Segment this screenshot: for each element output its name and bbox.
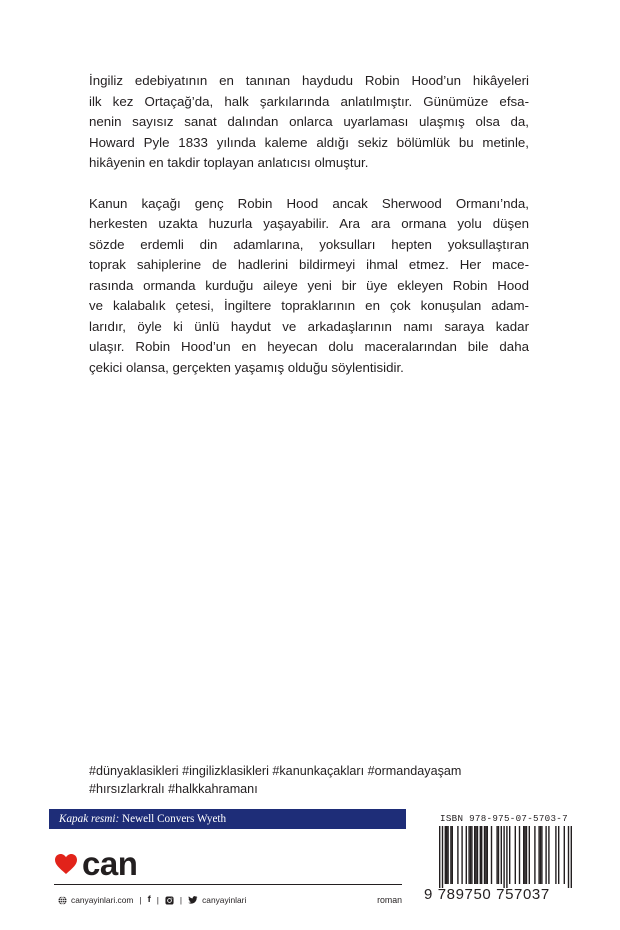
- barcode-bar: [503, 826, 504, 888]
- barcode-bar: [474, 826, 475, 884]
- footer-divider: [54, 884, 402, 885]
- barcode-bar: [439, 826, 440, 888]
- back-cover-blurb: [89, 71, 529, 378]
- separator: |: [156, 895, 159, 905]
- barcode-bar: [480, 826, 481, 884]
- barcode-bar: [468, 826, 469, 884]
- credit-label: Kapak resmi:: [59, 813, 120, 825]
- barcode-bar: [564, 826, 565, 884]
- barcode-bar: [526, 826, 527, 884]
- barcode-bar: [447, 826, 448, 884]
- barcode-bar: [534, 826, 535, 884]
- barcode-bar: [519, 826, 520, 884]
- text-line: İngiliz edebiyatının en tanınan haydudu Robin Hood’un hikâyeleri: [89, 73, 529, 88]
- barcode-bar: [548, 826, 549, 884]
- barcode-digits: 9 789750 757037: [424, 886, 550, 903]
- instagram-link[interactable]: [165, 896, 174, 905]
- barcode-bar: [509, 826, 510, 884]
- barcode-bar: [496, 826, 497, 884]
- barcode-bar: [506, 826, 507, 888]
- barcode-bar: [471, 826, 472, 884]
- barcode-bar: [450, 826, 451, 884]
- barcode-bar: [529, 826, 530, 884]
- barcode-bar: [568, 826, 569, 888]
- barcode-bar: [457, 826, 458, 884]
- hashtag-list: [89, 762, 529, 798]
- blurb-paragraph-2: [89, 194, 529, 379]
- publisher-footer: [58, 893, 402, 907]
- barcode-bar: [484, 826, 485, 884]
- barcode-bar: [524, 826, 525, 884]
- text-line: sözde erdemli din adamlarına, yoksulları hepten yoksullaştıran: [89, 236, 529, 252]
- text-line: nenin sayısız sanat dalından onlarca uyarlaması ulaşmış olsa da,: [89, 114, 529, 129]
- barcode-bar: [452, 826, 453, 884]
- barcode-bar: [487, 826, 488, 884]
- publisher-logo: [54, 846, 137, 882]
- barcode-bar: [540, 826, 541, 884]
- barcode-bar: [485, 826, 486, 884]
- text-line: rasında ormanda kurduğu aileye yeni bir üye ekleyen Robin Hood: [89, 277, 529, 293]
- barcode-bar: [477, 826, 478, 884]
- text-line: herkesten uzakta huzurla yaşayabilir. Ara ara ormana yolu düşen: [89, 216, 529, 231]
- barcode-bar: [446, 826, 447, 884]
- text-line: hikâyenin en takdir toplayan anlatıcısı olmuştur.: [89, 155, 369, 170]
- barcode-bar: [470, 826, 471, 884]
- genre-label: roman: [377, 895, 402, 905]
- text-line: ulaşır. Robin Hood’un en heyecan dolu maceralarından bile daha: [89, 339, 529, 354]
- text-line: toprak sahiplerine de hadlerini bildirmeyi ihmal etmez. Her mace-: [89, 257, 529, 272]
- text-line: çekici olansa, gerçekten yaşamış olduğu söylentisidir.: [89, 359, 404, 375]
- instagram-icon: [165, 896, 174, 905]
- logo-wordmark: can: [82, 845, 138, 882]
- barcode-bar: [461, 826, 462, 884]
- barcode-bar: [501, 826, 502, 884]
- text-line: Howard Pyle 1833 yılında kaleme aldığı sekiz bölümlük bu metinle,: [89, 134, 529, 150]
- globe-icon: [58, 896, 67, 905]
- hashtag-line: #dünyaklasikleri #ingilizklasikleri #kanunkaçakları #ormandayaşam: [89, 764, 462, 778]
- barcode-bar: [523, 826, 524, 884]
- cover-art-credit: [49, 809, 406, 829]
- facebook-icon: f: [147, 894, 151, 905]
- facebook-link[interactable]: [148, 893, 151, 907]
- barcode-bar: [515, 826, 516, 884]
- barcode-bar: [538, 826, 539, 884]
- barcode-bar: [442, 826, 443, 888]
- barcode-bar: [445, 826, 446, 884]
- barcode-bar: [541, 826, 542, 884]
- barcode-bar: [491, 826, 492, 884]
- barcode-bar: [555, 826, 556, 884]
- text-line: Kanun kaçağı genç Robin Hood ancak Sherwood Ormanı’nda,: [89, 195, 529, 211]
- text-line: larıdır, öyle ki ünlü haydut ve arkadaşlarının namı saraya kadar: [89, 318, 529, 334]
- website-link[interactable]: [58, 893, 133, 907]
- separator: |: [179, 895, 183, 905]
- barcode-bar: [571, 826, 572, 888]
- heart-icon: [54, 853, 78, 875]
- twitter-handle: canyayinlari: [202, 895, 247, 905]
- barcode-bar: [558, 826, 559, 884]
- barcode-bars: [432, 826, 572, 888]
- barcode-bar: [475, 826, 476, 884]
- barcode-bar: [466, 826, 467, 884]
- separator: |: [139, 895, 142, 905]
- hashtag-line: #hırsızlarkralı #halkkahramanı: [89, 782, 258, 796]
- blurb-paragraph-1: [89, 71, 529, 174]
- isbn-barcode: [424, 810, 574, 912]
- barcode-bar: [498, 826, 499, 884]
- twitter-link[interactable]: [188, 893, 246, 907]
- text-line: ve kalabalık çetesi, İngiltere topraklarının en çok konuşulan adam-: [89, 298, 529, 313]
- website-text: canyayinlari.com: [71, 895, 134, 905]
- barcode-bar: [481, 826, 482, 884]
- credit-artist-name: Newell Convers Wyeth: [121, 813, 227, 825]
- isbn-number: ISBN 978-975-07-5703-7: [440, 813, 568, 824]
- text-line: ilk kez Ortaçağ’da, halk şarkılarında anlatılmıştır. Günümüze efsa-: [89, 93, 529, 109]
- twitter-icon: [188, 896, 198, 904]
- barcode-bar: [545, 826, 546, 884]
